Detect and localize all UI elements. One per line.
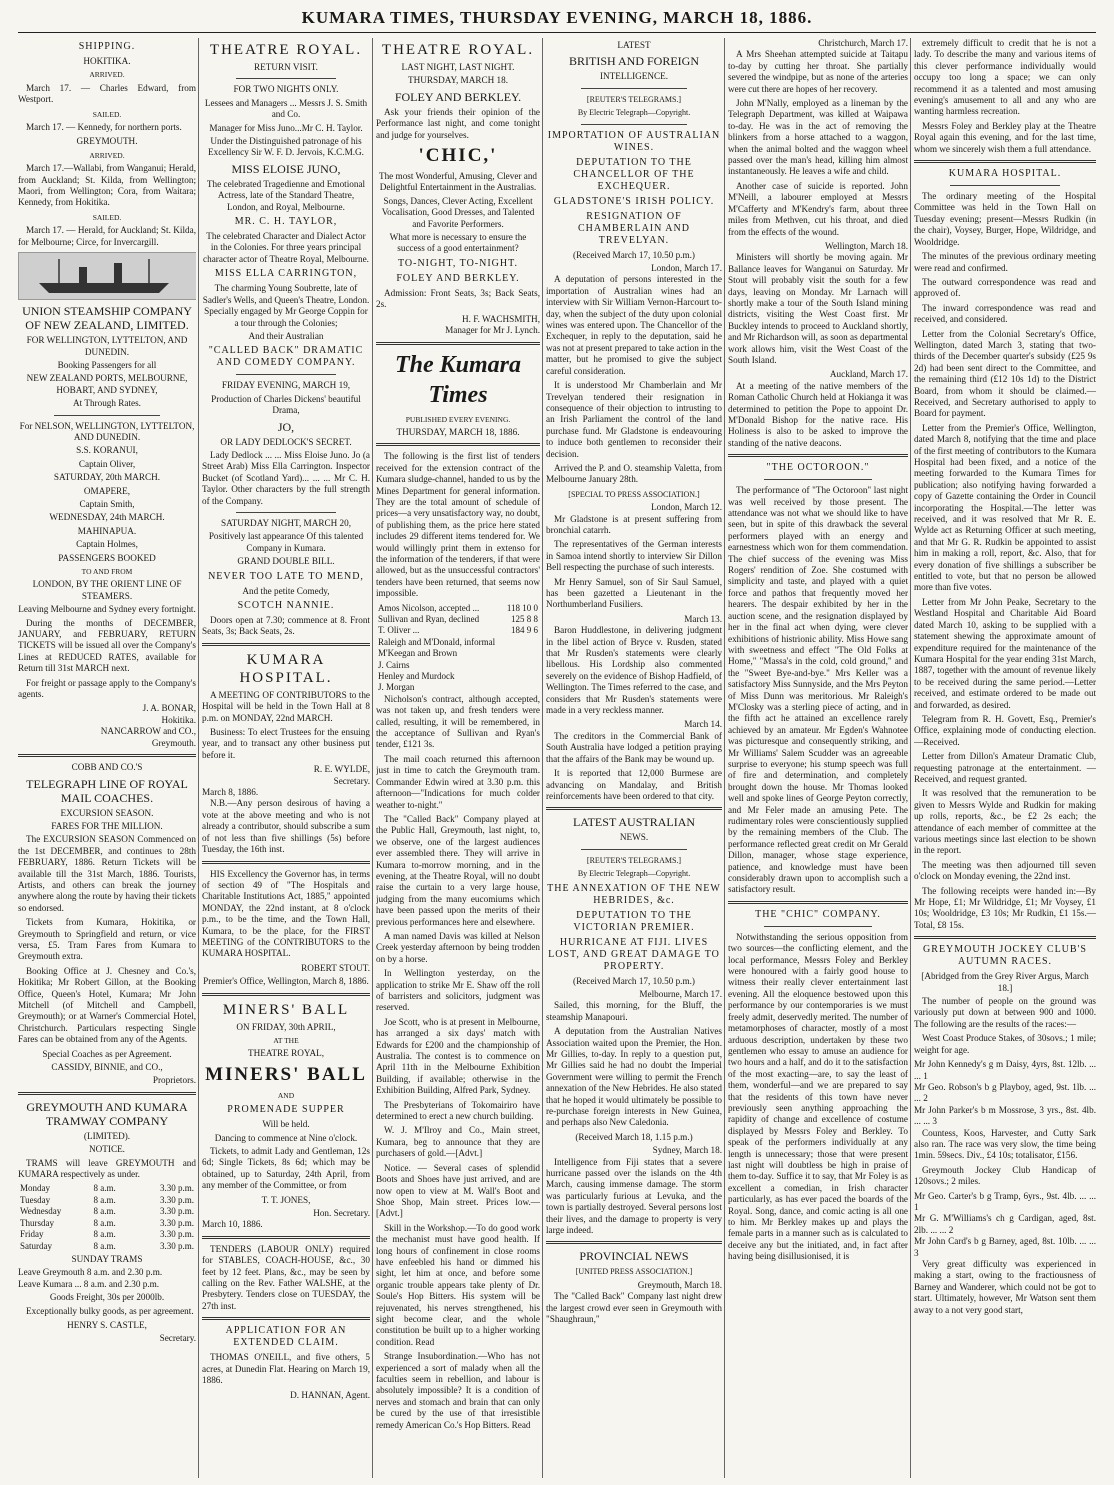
news-headline: THE ANNEXATION OF THE NEW HEBRIDES, &c. [547, 882, 721, 906]
paragraph: During the months of DECEMBER, JANUARY, and FEBRUARY, RETURN TICKETS will be issued all over the Company's Lines at REDUCED RATES, available for Return till 31st MARCH next. [18, 617, 196, 674]
ad-heading: TELEGRAPH LINE OF ROYAL MAIL COACHES. [26, 776, 188, 805]
dateline: London, March 17. [651, 263, 722, 274]
date-line: March 10, 1886. [202, 1219, 263, 1230]
paragraph: At a meeting of the native members of the Roman Catholic Church held at Hokianga it was determined to petition the Pope to appoint Dr. M'Donald Bishop for the native race. His Holiness is also to be asked to improve the standing of the native deacons. [728, 380, 908, 448]
ad-heading: MINERS' BALL [222, 1001, 350, 1018]
date-line: THURSDAY, MARCH 18, 1886. [396, 426, 520, 437]
paragraph: The creditors in the Commercial Bank of South Australia have lodged a petition praying that the affairs of the Bank may be wound up. [546, 730, 722, 764]
ad-line: SATURDAY, 20th MARCH. [53, 472, 161, 483]
dateline: London, March 12. [651, 502, 722, 513]
paragraph: The EXCURSION SEASON Commenced on the 1st DECEMBER, and continues to 28th FEBRUARY, 1886. Return Tickets will be available till the 31st March, 1886. Tourists, Artists, and others can break the journey anywhere along the route by having their tickets so endorsed. [18, 834, 196, 913]
table-row: M'Keegan and Brown [378, 648, 458, 659]
paragraph: Ask your friends their opinion of the Performance last night, and come tonight and judge for yourselves. [376, 106, 540, 140]
steamship-icon [18, 252, 196, 300]
signature: Hokitika. [161, 714, 196, 725]
paragraph: THOMAS O'NEILL, and five others, 5 acres, at Dunedin Flat. Hearing on March 19, 1886. [202, 1352, 370, 1386]
ad-line: NEW ZEALAND PORTS, MELBOURNE, HOBART, AND SYDNEY, [26, 373, 188, 395]
signature: H. F. WACHSMITH, [462, 313, 540, 324]
divider [202, 993, 370, 996]
paragraph: Countess, Koos, Harvester, and Cutty Sark also ran. The race was very slow, the time being 1min. 59secs. Div., £4 10s; totalisator, £156. [914, 1127, 1096, 1161]
news-headline: HURRICANE AT FIJI. LIVES LOST, AND GREAT DAMAGE TO PROPERTY. [548, 936, 720, 972]
paragraph: A deputation from the Australian Natives Association waited upon the Premier, the Hon. Mr Gillies, to-day. In reply to a question put, Mr Gillies said he had no doubt the Imperial Government were willing to permit the French annexation of the New Hebrides. He also stated that he hoped it would ultimately be possible to re-purchase foreign interests in New Guinea, and perhaps also New Caledonia. [546, 1026, 722, 1128]
column-divider [372, 38, 373, 1478]
ad-line: Songs, Dances, Clever Acting, Excellent Vocalisation, Good Dresses, and Talented and Favorite Performers. [381, 195, 535, 229]
paragraph: Skill in the Workshop.—To do good work the mechanist must have good health. If long hours of confinement in close rooms have enfeebled his hand or dimmed his sight, let him at once, and before some organic trouble appears take plenty of Dr. Soule's Hop Bitters. His system will be rejuvenated, his nerves strengthened, his sight become clear, and the whole constitution be built up to a higher working condition. Read [376, 1222, 540, 1347]
ad-line: WEDNESDAY, 24th MARCH. [49, 512, 165, 523]
paragraph: The following receipts were handed in:—By Mr Hope, £1; Mr Wildridge, £1; Mr Voysey, £1 10s; Wooldridge, £3 10s; Mr Rudkin, £1 15s.—Total, £8 15s. [914, 885, 1096, 930]
table-row: Thursday 8 a.m. 3.30 p.m. [20, 1217, 194, 1228]
ad-line: [Abridged from the Grey River Argus, March 18.] [921, 971, 1089, 993]
ad-line: EXCURSION SEASON. [60, 807, 154, 818]
ad-line: Positively last appearance Of this talented Company in Kumara. [208, 531, 364, 553]
port-heading: GREYMOUTH. [76, 136, 138, 147]
table-row: Tuesday 8 a.m. 3.30 p.m. [20, 1194, 194, 1205]
agency-line: [REUTER'S TELEGRAMS.] [586, 855, 682, 865]
signature: Secretary. [333, 775, 370, 786]
signature: Proprietors. [152, 1075, 196, 1086]
paragraph: The "Called Back" Company last night drew the largest crowd ever seen in Greymouth with "Shaughraun," [546, 1291, 722, 1325]
news-headline: IMPORTATION OF AUSTRALIAN WINES. [547, 129, 721, 153]
ad-line: PUBLISHED EVERY EVENING. [405, 414, 511, 424]
section-heading: GREYMOUTH JOCKEY CLUB'S AUTUMN RACES. [923, 944, 1087, 968]
signature: HENRY S. CASTLE, [67, 1319, 147, 1330]
ad-line: THEATRE ROYAL, [247, 1048, 325, 1059]
ad-line: THURSDAY, MARCH 18. [407, 75, 509, 86]
divider [581, 88, 687, 89]
company-name: "CALLED BACK" DRAMATIC AND COMEDY COMPANY. [208, 345, 364, 369]
section-heading: "THE OCTOROON." [766, 462, 870, 474]
dateline: Sydney, March 18. [652, 1145, 722, 1156]
ad-line: ON FRIDAY, 30th APRIL, [236, 1021, 336, 1032]
paragraph: TENDERS (LABOUR ONLY) required for STABLES, COACH-HOUSE, &c., 30 feet by 12 feet. Plans, &c., may be seen by calling on the Rev. Father WALSHE, at the Presbytery. Tenders close on TUESDAY, the 27th inst. [202, 1243, 370, 1311]
paragraph: It was resolved that the remuneration to be given to Messrs Wylde and Rudkin for making up rolls, reports, &c., be £2 2s each; the attendance of each member of committee at the various meetings since last election to be shown in the report. [914, 788, 1096, 856]
paragraph: Doors open at 7.30; commence at 8. Front Seats, 3s; Back Seats, 2s. [202, 615, 370, 637]
paragraph: Telegram from R. H. Govett, Esq., Premier's Office, explaining mode of conducting election.—Received. [914, 713, 1096, 747]
divider [202, 643, 370, 646]
paragraph: Very great difficulty was experienced in making a start, owing to the fractiousness of Barney and Wanderer, which could not be got to start. Ultimately, however, Mr Watson sent them away to a not very good start, [914, 1259, 1096, 1315]
race-result: Mr G. M'Williams's ch g Cardigan, aged, 8st. 2lb. ... ... 2 [914, 1213, 1096, 1235]
agency-line: [UNITED PRESS ASSOCIATION.] [575, 1267, 693, 1277]
section-heading: NEWS. [619, 832, 649, 843]
column-5 [728, 38, 908, 1478]
paragraph: A Mrs Sheehan attempted suicide at Taitapu to-day by cutting her throat. She partially severed the windpipe, but as none of the arteries were cut there are hopes of her recovery. [728, 49, 908, 94]
section-heading: INTELLIGENCE. [599, 71, 669, 82]
ad-line: TO-NIGHT, TO-NIGHT. [397, 257, 518, 269]
masthead: KUMARA TIMES, THURSDAY EVENING, MARCH 18, 1886. [301, 8, 813, 27]
ad-line: Will be held. [262, 1119, 310, 1130]
tram-timetable [18, 1183, 196, 1251]
divider [236, 78, 337, 79]
ad-line: FARES FOR THE MILLION. [51, 820, 163, 831]
ship-name: OMAPERE, [83, 485, 131, 496]
agency-line: [REUTER'S TELEGRAMS.] [586, 94, 682, 104]
table-row: Raleigh and M'Donald, informal [378, 636, 496, 647]
ad-line: FOR WELLINGTON, LYTTELTON, AND DUNEDIN. [26, 335, 188, 357]
agency-line: [SPECIAL TO PRESS ASSOCIATION.] [568, 489, 700, 499]
paragraph: The Presbyterians of Tokomairiro have determined to erect a new church building. [376, 1099, 540, 1122]
section-heading: SHIPPING. [78, 41, 136, 52]
ad-heading: THEATRE ROYAL. [209, 42, 363, 58]
signature: NANCARROW and CO., [100, 726, 196, 737]
play-title: SCOTCH NANNIE. [237, 600, 335, 611]
race-result: Mr Geo. Carter's b g Tramp, 6yrs., 9st. 4lb. ... ... 1 [914, 1190, 1096, 1212]
shipping-entry: March 17. — Kennedy, for northern ports. [26, 122, 182, 133]
table-row: Henley and Murdock [378, 671, 455, 682]
paragraph: The meeting was then adjourned till seven o'clock on Monday evening, the 22nd inst. [914, 859, 1096, 882]
divider [764, 926, 872, 927]
ad-line: Captain Oliver, [78, 458, 136, 469]
play-title: NEVER TOO LATE TO MEND, [208, 570, 364, 582]
ad-line: Leave Greymouth 8 a.m. and 2.30 p.m. [18, 1267, 163, 1278]
ad-line: RETURN VISIT. [254, 62, 318, 72]
signature: Manager for Mr J. Lynch. [445, 325, 540, 336]
performer-name: MR. C. H. TAYLOR, [234, 216, 338, 228]
ad-line: LONDON, BY THE ORIENT LINE OF STEAMERS. [32, 579, 182, 601]
paragraph: The minutes of the previous ordinary meeting were read and confirmed. [914, 251, 1096, 273]
agency-line: By Electric Telegraph—Copyright. [577, 108, 691, 118]
paragraph: Messrs Foley and Berkley play at the Theatre Royal again this evening, and for the last time, whom we sincerely wish them a full attendance. [914, 120, 1096, 154]
divider [728, 454, 908, 457]
paragraph: The mail coach returned this afternoon just in time to catch the Greymouth tram. Commander Edwin wired at 3.30 p.m. this afternoon—"Indications for much colder weather to-night." [376, 753, 540, 810]
paragraph: For freight or passage apply to the Company's agents. [18, 677, 196, 700]
ad-line: The celebrated Tragedienne and Emotional Actress, late of the Standard Theatre, London, and Royal, Melbourne. [206, 178, 366, 212]
signature: D. HANNAN, Agent. [290, 1389, 370, 1400]
paragraph: Notwithstanding the serious opposition from two sources—the conflicting element, and the local performance, Messrs Foley and Berkley were honoured with a fairly good house to witness their really clever entertainment last evening. All the eloquence bestowed upon this performance by our contemporaries is we must freely admit, deservedly merited. The number of metamorphoses of character, mostly of a most arduous description, undertaken by these two gentlemen who essay to amuse an audience for two hours and a half, and do it to the satisfaction of the most exacting—are, to say the least of them, wonderful—and we are prepared to say that the residents of this town have never previously seen anything approaching the rapidity of change and excellence of costume displayed by Messrs Foley and Berkley. To speak of the performers individually at any length is unnecessary; those that were present last night will doubtless be high in praise of them to-day. Suffice it to say, that Mr Foley is as excellent a comedian, in Irish character particularly, as has ever paced the boards of the Royal. Song, dance, and comic acting is all one to him. Mr Berkley makes up and plays the female parts in a manner such as is calculated to deceive any but the initiated, and, in fact after having being disillusionised, it is [728, 931, 908, 1262]
ad-line: For NELSON, WELLINGTON, LYTTELTON, AND DUNEDIN. [19, 420, 195, 442]
divider [18, 754, 196, 757]
signature: R. E. WYLDE, [313, 764, 370, 775]
ad-line: Captain Holmes, [76, 539, 138, 550]
divider [202, 1236, 370, 1239]
race-result: Mr John Card's b g Barney, aged, 8st. 10lb. ... ... 3 [914, 1236, 1096, 1258]
ad-line: LAST NIGHT, LAST NIGHT. [401, 62, 515, 72]
paragraph: The ordinary meeting of the Hospital Committee was held in the Town Hall on Tuesday evening; present—Messrs Rudkin (in the chair), Voysey, Burger, Hope, Wildridge, and Wooldridge. [914, 191, 1096, 247]
paragraph: A MEETING OF CONTRIBUTORS to the Hospital will be held in the Town Hall at 8 p.m. on MONDAY, 22nd MARCH. [202, 689, 370, 723]
column-divider [542, 38, 543, 1478]
divider [764, 479, 872, 480]
ad-line: PROMENADE SUPPER [227, 1104, 345, 1116]
paragraph: John M'Nally, employed as a lineman by the Telegraph Department, was killed at Waipawa to-day. He was in the act of removing the blinkers from a horse attached to a waggon, when the animal bolted and the waggon wheel passed over the man's head, killing him almost instantaneously. He leaves a wife and child. [728, 98, 908, 177]
ad-line: AT THE [273, 1035, 299, 1045]
table-row: J. Morgan [378, 682, 415, 693]
performer-name: FOLEY AND BERKLEY. [394, 89, 522, 104]
tenders-table [376, 603, 540, 694]
ad-line: FRIDAY EVENING, MARCH 19, [221, 380, 351, 391]
dateline: (Received March 18, 1.15 p.m.) [575, 1131, 693, 1142]
section-heading: KUMARA HOSPITAL. [948, 168, 1062, 180]
shipping-entry: March 17.—Wallabi, from Wanganui; Herald, from Auckland; St. Kilda, from Wellington; Maori, from Wellington; Cora, from Waitara; Kennedy, from Hokitika. [18, 163, 196, 208]
ad-line: Captain Smith, [79, 498, 135, 509]
race-result: Mr John Kennedy's g m Daisy, 4yrs, 8st. 12lb. ... ... 1 [914, 1059, 1096, 1081]
dateline: (Received March 17, 10.50 p.m.) [573, 249, 695, 260]
paragraph: Nicholson's contract, although accepted, was not taken up, and fresh tenders were called, resulting, it will be remembered, in the acceptance of Sullivan and Ryan's tender, £121 3s. [376, 693, 540, 750]
ad-line: Manager for Miss Juno...Mr C. H. Taylor. [209, 122, 363, 133]
shipping-entry: March 17. — Herald, for Auckland; St. Kilda, for Melbourne; Circe, for Invercargill. [18, 225, 196, 247]
ad-line: What more is necessary to ensure the success of a good entertainment? [389, 232, 527, 254]
paragraph: The representatives of the German interests in Samoa intend shortly to interview Sir Dillon Bell respecting the purchase of such interests. [546, 539, 722, 573]
ad-line: At Through Rates. [73, 398, 141, 409]
paragraph: Admission: Front Seats, 3s; Back Seats, 2s. [376, 287, 540, 310]
paragraph: W. J. M'Ilroy and Co., Main street, Kumara, beg to announce that they are purchasers of gold.—[Advt.] [376, 1125, 540, 1159]
play-title: JO, [277, 419, 295, 434]
ad-line: FOR TWO NIGHTS ONLY. [233, 84, 339, 95]
ad-line: The charming Young Soubrette, late of Sadler's Wells, and Queen's Theatre, London. Specially engaged by Mr George Coppin for a tour through the Colonies; [202, 283, 370, 328]
ad-line: SATURDAY NIGHT, MARCH 20, [220, 517, 352, 528]
ad-line: SUNDAY TRAMS [71, 1253, 143, 1264]
divider [18, 1092, 196, 1095]
divider [581, 124, 687, 125]
ad-heading: THEATRE ROYAL. [381, 42, 535, 58]
paragraph: Notice. — Several cases of splendid Boots and Shoes have just arrived, and are now open to view at M. Wall's Boot and Shoe Shop, Main street. Prices low.—[Advt.] [376, 1162, 540, 1219]
paragraph: It is reported that 12,000 Burmese are advancing on Mandalay, and British reinforcements have been ordered to that city. [546, 768, 722, 801]
table-row: Saturday 8 a.m. 3.30 p.m. [20, 1240, 194, 1251]
divider [376, 342, 540, 345]
ad-heading: APPLICATION FOR AN EXTENDED CLAIM. [225, 1325, 347, 1349]
table-row: Amos Nicolson, accepted ... 118 10 0 [378, 602, 538, 613]
dateline: (Received March 17, 10.50 p.m.) [573, 975, 695, 986]
divider [581, 849, 687, 850]
section-heading: LATEST AUSTRALIAN [572, 815, 696, 830]
ad-line: OR LADY DEDLOCK'S SECRET. [220, 436, 352, 447]
ad-line: AND [277, 1090, 295, 1100]
ad-line: COBB AND CO.'S [71, 762, 143, 773]
paragraph: HIS Excellency the Governor has, in terms of section 49 of "The Hospitals and Charitable Institutions Act, 1885," appointed MONDAY, the 22nd instant, at 8 o'clock p.m., to be the time, and the Town Hall, Kumara, to be the place, for the FIRST MEETING of the CONTRIBUTORS to the KUMARA HOSPITAL. [202, 868, 370, 959]
paragraph: The number of people on the ground was variously put down at between 900 and 1000. The following are the results of the races:— [914, 996, 1096, 1029]
paragraph: Mr Gladstone is at present suffering from bronchial catarrh. [546, 513, 722, 535]
column-divider [198, 38, 199, 1478]
ad-line: The celebrated Character and Dialect Actor in the Colonies. For three years principal character actor of Theatre Royal, Melbourne. [203, 231, 369, 264]
masthead-rule [18, 32, 1096, 33]
divider [376, 443, 540, 446]
paragraph: Business: To elect Trustees for the ensuing year, and to transact any other business put before it. [202, 727, 370, 760]
dateline: March 14. [684, 719, 722, 730]
paragraph: Letter from the Premier's Office, Wellington, dated March 8, notifying that the time and place of the first meeting of contributors to the Kumara Hospital had been fixed, and a notice of the meeting forwarded to the Kumara Times for publication; also notifying having forwarded a copy of Gazette containing the Order in Council incorporating the Hospital.—The letter was received, and it was resolved that Mr R. E. Wylde act as Returning Officer at such meeting, and that Mr G. R. Rudkin be appointed to assist him in making a roll, report, &c. Also, that for every donation of five shillings a subscriber be entitled to vote, but that no person be allowed more than five votes. [914, 422, 1096, 593]
ad-line: Goods Freight, 30s per 2000lb. [49, 1292, 165, 1303]
ad-line: PASSENGERS BOOKED [58, 552, 156, 563]
ship-name: S.S. KORANUI, [76, 445, 138, 456]
paragraph: Sailed, this morning, for the Bluff, the steamship Manapouri. [546, 1000, 722, 1022]
performer-name: MISS ELLA CARRINGTON, [214, 268, 358, 280]
news-headline: DEPUTATION TO THE CHANCELLOR OF THE EXCHEQUER. [573, 156, 695, 192]
ad-line: The most Wonderful, Amusing, Clever and Delightful Entertainment in the Australias. [378, 171, 538, 193]
paragraph: Tickets from Kumara, Hokitika, or Greymouth to Springfield and return, or vice versa, £5. Tram Fares from Kumara to Greymouth extra. [18, 917, 196, 962]
show-title: 'CHIC,' [418, 145, 498, 167]
table-row: Sullivan and Ryan, declined 125 8 8 [378, 614, 538, 624]
section-heading: THE "CHIC" COMPANY. [755, 908, 881, 920]
ad-line: Special Coaches as per Agreement. [42, 1048, 172, 1059]
paragraph: Exceptionally bulky goods, as per agreement. [26, 1305, 194, 1316]
race-result: Mr John Parker's b m Mossrose, 3 yrs., 8st. 4lb. ... ... 3 [914, 1104, 1096, 1127]
paragraph: The performance of "The Octoroon" last night was well received by those present. The attendance was not what we should like to have seen, but in spite of this drawback the several performers played with an energy and earnestness which won for them commendation. The chief success of the evening was Miss Rogers' rendition of Zoe. She costumed with simplicity and taste, and played with a quiet force and pathos that frequently moved her hearers. The despair exhibited by her in the auction scene, and the resignation displayed by her in the final act when dying, were clever exhibitions of histrionic ability. Miss Howe sang with sweetness and effect "The Old Folks at Home," "Massa's in the cold, cold ground," and the "Sweet Bye-and-bye." Mrs Keller was a satisfactory Miss Sunnyside, and the Mrs Peyton of Miss Dunn was meritorious. Mr Raleigh's M'Closky was a sterling piece of acting, and in the fifth act he attained an excellence rarely achieved by an amateur. Mr Egden's Wahnotee was picturesque and consequently striking, and Mr Williams' Salem Scudder was an agreeable surprise to everyone; his stump speech was full of fire and determination, and completely brought down the house. Mr Thomas looked well and spoke lines of George Peyton correctly, and Mr Feler made an amusing Pete. The rudimentary roles were conscientiously supplied by the remaining members of the Club. The performance reflected great credit on Mr Gerald Dillon, manager, whose stage experience, patience, and knowledge must have been considerably drawn upon to accomplish such a satisfactory result. [728, 485, 908, 895]
paragraph: N.B.—Any person desirous of having a vote at the above meeting and who is not already a contributor, should subscribe a sum of not less than five shillings (5s) before Tuesday, the 16th inst. [202, 798, 370, 855]
column-6 [914, 38, 1096, 1478]
paragraph: A deputation of persons interested in the importation of Australian wines had an interview with Sir William Vernon-Harcourt to-day, when the subject of the duty upon colonial wines was entered upon. The Chancellor of the Exchequer, in reply to the deputation, said he was not at present prepared to take action in the matter, but he promised to give the subject careful consideration. [546, 274, 722, 376]
table-row: Wednesday 8 a.m. 3.30 p.m. [20, 1206, 194, 1217]
paragraph: It is understood Mr Chamberlain and Mr Trevelyan tendered their resignation in consequence of their objection to intrusting to an Irish Parliament the control of the land purchase fund. Mr Gladstone is endeavouring to induce both gentlemen to reconsider their decision. [546, 380, 722, 459]
divider [950, 185, 1059, 186]
ad-line: Lessees and Managers ... Messrs J. S. Smith and Co. [204, 97, 368, 120]
section-heading: PROVINCIAL NEWS [579, 1249, 689, 1264]
ad-line: TO AND FROM [81, 567, 133, 576]
dateline: Melbourne, March 17. [639, 988, 722, 999]
divider [914, 936, 1096, 939]
ad-line: Premier's Office, Wellington, March 8, 1886. [203, 976, 369, 987]
label: SAILED. [92, 212, 122, 222]
ad-line: (LIMITED). [83, 1130, 131, 1141]
ad-line: And their Australian [248, 330, 324, 341]
column-4 [546, 38, 722, 1478]
dateline: March 13. [684, 613, 722, 624]
divider [728, 901, 908, 904]
paragraph: The following is the first list of tenders received for the extension contract of the Kumara sludge-channel, handed to us by the Mines Department for general information. They are the total amount of schedule of prices—a very unsatisfactory way, no doubt, of publishing them, as the price here stated includes 29 different items tendered for. We would willingly print them in extenso for the information of the tenderers, if that were allowed, but as the unsuccessful contractors' tenders have been returned, that seems now impossible. [376, 451, 540, 599]
paragraph: Strange Insubordination.—Who has not experienced a sort of malady when all the faculties seem in rebellion, and labour is absolutely impossible? It is a condition of nerves and stomach and brain that can only be cured by the use of that irresistible remedy American Co.'s Hop Bitters. Read [376, 1351, 540, 1430]
label: ARRIVED. [89, 150, 125, 160]
divider [236, 374, 337, 375]
divider [202, 1317, 370, 1320]
dateline: Auckland, March 17. [829, 369, 908, 380]
race-result: Mr Geo. Robson's b g Playboy, aged, 9st. 1lb. ... ... 2 [914, 1081, 1096, 1104]
agency-line: By Electric Telegraph—Copyright. [577, 869, 691, 879]
shipping-entry: March 17. — Charles Edward, from Westport. [18, 82, 196, 105]
paragraph: Letter from Dillon's Amateur Dramatic Club, requesting patronage at the entertainment. — Received, and request granted. [914, 751, 1096, 784]
section-heading: LATEST [617, 40, 651, 50]
divider [914, 160, 1096, 163]
paragraph: The "Called Back" Company played at the Public Hall, Greymouth, last night, to, we observe, one of the largest audiences ever assembled there. They will arrive in Kumara to-morrow morning, and in the evening, at the Theatre Royal, will no doubt raise the curtain to a very large house, judging from the many eucomiums which have been passed upon the merits of their previous performances here and elsewhere. [376, 813, 540, 927]
dateline: Greymouth, March 18. [637, 1279, 722, 1290]
paragraph: In Wellington yesterday, on the application to strike Mr E. Shaw off the roll of barristers and solicitors, judgment was reserved. [376, 968, 540, 1013]
ad-line: And the petite Comedy, [242, 585, 330, 596]
paragraph: Joe Scott, who is at present in Melbourne, has arranged a six days' match with Edwards for £200 and the championship of Australia. The contest is to commence on April 11th in the Melbourne Exhibition Building, if available; otherwise in the Exhibition Building, Alfred Park, Sydney. [376, 1016, 540, 1096]
table-row: Friday 8 a.m. 3.30 p.m. [20, 1229, 194, 1240]
ad-line: Under the Distinguished patronage of his Excellency Sir W. F. D. Jervois, K.C.M.G. [208, 136, 364, 158]
label: ARRIVED. [89, 70, 125, 80]
port-heading: HOKITIKA. [83, 56, 131, 66]
ship-name: MAHINAPUA. [77, 525, 137, 536]
ad-display-title: MINERS' BALL [205, 1063, 367, 1085]
signature: Hon. Secretary. [313, 1208, 370, 1219]
paragraph: Lady Dedlock ... ... Miss Eloise Juno. Jo (a Street Arab) Miss Ella Carrington. Inspector Bucket (of Scotland Yard)... ... ... Mr C. H. Taylor. Other characters by the full strength of the Company. [202, 449, 370, 506]
ad-line: Booking Passengers for all [57, 359, 157, 370]
table-row: J. Cairns [378, 659, 410, 670]
paragraph: TRAMS will leave GREYMOUTH and KUMARA respectively as under. [18, 1157, 196, 1180]
divider [546, 807, 722, 810]
ad-line: Leaving Melbourne and Sydney every fortnight. [18, 604, 196, 615]
signature: J. A. BONAR, [142, 703, 196, 714]
ad-heading: UNION STEAMSHIP COMPANY OF NEW ZEALAND, LIMITED. [22, 304, 192, 333]
paragraph: Ministers will shortly be moving again. Mr Ballance leaves for Wanganui on Saturday. Mr Stout will probably visit the south for a few days, leaving on Monday. Mr Larnach will shortly make a tour of the South Island mining districts, visiting the West Coast first. Mr Buckley intends to proceed to Auckland shortly, and Mr Richardson will, as soon as departmental work allows him, visit the West Coast of the South Island. [728, 252, 908, 365]
paragraph: Letter from the Colonial Secretary's Office, Wellington, dated March 3, stating that two-thirds of the December quarter's subsidy (£25 9s 2d) had been sent direct to the Committee, and the remaining third (£12 10s 1d) to the District Board, from whom it should be claimed.—Received, and Secretary authorised to apply to Board for payment. [914, 328, 1096, 419]
column-2 [202, 38, 370, 1478]
divider [54, 415, 161, 416]
paragraph: Intelligence from Fiji states that a severe hurricane passed over the islands on the 4th March, causing immense damage. The storm was particularly furious at Levuka, and the town is partially destroyed. Several persons lost their lives, and the damage to property is very large indeed. [546, 1156, 722, 1236]
column-1 [18, 38, 196, 1478]
dateline: Wellington, March 18. [825, 240, 908, 251]
paragraph: The outward correspondence was read and approved of. [914, 276, 1096, 299]
ad-line: Dancing to commence at Nine o'clock. [214, 1132, 358, 1143]
paragraph: A man named Davis was killed at Nelson Creek yesterday afternoon by being trodden on by a horse. [376, 930, 540, 964]
paragraph: Mr Henry Samuel, son of Sir Saul Samuel, has been gazetted a Lieutenant in the Northumberland Fusiliers. [546, 576, 722, 610]
ad-heading: GREYMOUTH AND KUMARA TRAMWAY COMPANY [26, 1099, 188, 1128]
column-3 [376, 38, 540, 1478]
paragraph: Tickets, to admit Lady and Gentleman, 12s 6d; Single Tickets, 8s 6d; which may be obtained, up to Saturday, 24th April, from any member of the Committee, or from [202, 1146, 370, 1191]
signature: ROBERT STOUT. [301, 962, 370, 973]
paragraph: Another case of suicide is reported. John M'Neill, a labourer employed at Messrs M'Cafferty and M'Kendry's farm, about three miles from Methven, cut his throat, and died from the effects of the wound. [728, 180, 908, 237]
ad-line: NOTICE. [89, 1144, 125, 1155]
ad-line: GRAND DOUBLE BILL. [237, 556, 335, 567]
ad-heading: KUMARA HOSPITAL. [239, 651, 333, 686]
divider [546, 1241, 722, 1244]
news-headline: GLADSTONE'S IRISH POLICY. [553, 195, 715, 207]
divider [236, 512, 337, 513]
performer-name: FOLEY AND BERKLEY. [396, 272, 520, 284]
race-title: Greymouth Jockey Club Handicap of 120sovs.; 2 miles. [914, 1164, 1096, 1187]
signature: Secretary. [159, 1333, 196, 1344]
signature: CASSIDY, BINNIE, and CO., [51, 1062, 163, 1073]
column-divider [724, 38, 725, 1478]
ad-line: Leave Kumara ... 8 a.m. and 2.30 p.m. [18, 1278, 160, 1289]
table-row: Monday 8 a.m. 3.30 p.m. [20, 1183, 194, 1194]
newspaper-title: The Kumara Times [394, 351, 522, 408]
paragraph: Booking Office at J. Chesney and Co.'s, Hokitika; Mr Robert Gillon, at the Booking Office, Queen's Hotel, Kumara; Mr John Mitchell (of Mitchell and Campbell, Greymouth); or at Warner's Commercial Hotel, Christchurch. Particulars respecting Single Fares can be obtained from any of the Agents. [18, 965, 196, 1045]
paragraph: Baron Huddlestone, in delivering judgment in the libel action of Bryce v. Rusden, stated that Mr Rusden's statements were clearly libellous. His Lordship also commented severely on the evidence of Bishop Hadfield, of Wellington. The Times referred to the case, and considers that Mr Rusden's statements were made in a very reckless manner. [546, 625, 722, 716]
dateline: Christchurch, March 17. [818, 38, 908, 48]
ad-line: Production of Charles Dickens' beautiful Drama, [211, 393, 361, 416]
table-row: T. Oliver ... 184 9 6 [378, 625, 538, 636]
news-headline: DEPUTATION TO THE VICTORIAN PREMIER. [573, 909, 695, 933]
divider [202, 861, 370, 864]
signature: T. T. JONES, [261, 1194, 311, 1205]
news-headline: RESIGNATION OF CHAMBERLAIN AND TREVELYAN. [578, 210, 690, 246]
label: SAILED. [92, 109, 122, 119]
column-divider [910, 38, 911, 1478]
paragraph: Arrived the P. and O. steamship Valetta, from Melbourne January 28th. [546, 462, 722, 485]
signature: Greymouth. [151, 737, 196, 748]
paragraph: Letter from Mr John Peake, Secretary to the Westland Hospital and Charitable Aid Board dated March 10, asking to be supplied with a statement shewing the approximate amount of expenditure required for the maintenance of the Kumara Hospital for the year ending 31st March, 1887, together with the amount of revenue likely to be received during the same period.—Letter received, and estimate ordered to be made out and forwarded, as desired. [914, 596, 1096, 710]
race-title: West Coast Produce Stakes, of 30sovs.; 1 mile; weight for age. [914, 1033, 1096, 1055]
paragraph: extremely difficult to credit that he is not a lady. To describe the many and various items of this clever performance individually would occupy too long a space; we can only recommend it as a talented and most amusing evening's amusement to all and any who are wanting harmless recreation. [914, 38, 1096, 117]
paragraph: The inward correspondence was read and received, and considered. [914, 302, 1096, 325]
performer-name: MISS ELOISE JUNO, [231, 161, 341, 176]
section-heading: BRITISH AND FOREIGN [568, 54, 699, 69]
date-line: March 8, 1886. [202, 787, 259, 798]
